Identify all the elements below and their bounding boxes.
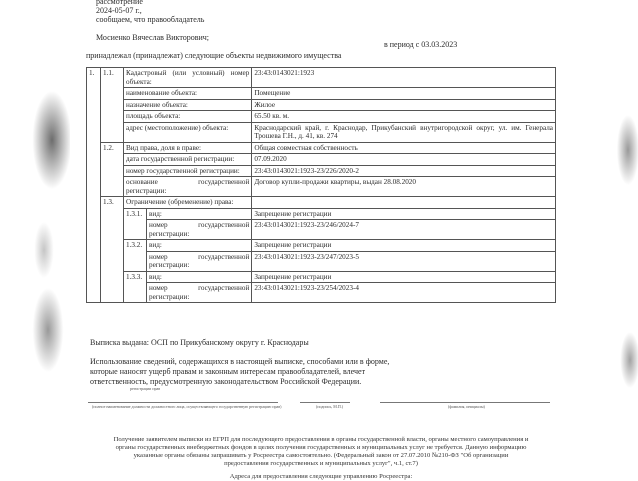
warning-line-2: которые наносят ущерб правам и законным интересам правообладателей, влечет [90, 367, 366, 376]
restriction-reg-label-2: номер государственной регистрации: [147, 251, 252, 271]
object-address-value: Краснодарский край, г. Краснодар, Прикубанский внутригородской округ, ул. им. Генерала Трошева Г.Н., д. 41, кв. 274 [252, 122, 556, 142]
restriction-kind-label-2: вид: [147, 240, 252, 252]
header-line-3: сообщаем, что правообладатель [96, 15, 205, 24]
section-number-1-2: 1.2. [101, 142, 124, 197]
section-number-1-3: 1.3. [101, 197, 124, 303]
position-line [88, 402, 278, 403]
registration-number-label: номер государственной регистрации: [124, 165, 252, 177]
footer-line-4: предоставления государственных и муниципальных услуг", ч.1, ст.7) [224, 460, 418, 467]
restriction-kind-label-3: вид: [147, 271, 252, 283]
position-caption: (полное наименование должности должностного лица, осуществляющего государственную регистрацию прав) [92, 404, 282, 409]
warning-line-1: Использование сведений, содержащихся в настоящей выписке, способами или в форме, [90, 357, 390, 366]
object-address-label: адрес (местоположение) объекта: [124, 122, 252, 142]
footer-line-1: Получение заявителем выписки из ЕГРП для последующего предоставления в органы государственной власти, органы местного самоуправления и [113, 436, 529, 443]
owner-name: Мосиенко Вячеслав Викторович; [96, 33, 210, 42]
registration-date-label: дата государственной регистрации: [124, 154, 252, 166]
restriction-kind-value-2: Запрещение регистрации [252, 240, 556, 252]
period: в период с 03.03.2023 [384, 40, 458, 49]
issued-by: Выписка выдана: ОСП по Прикубанскому округу г. Краснодары [90, 338, 309, 347]
property-record-table [86, 67, 556, 303]
warning-line-3: ответственность, предусмотренную законодательством Российской Федерации. [90, 377, 362, 386]
right-type-value: Общая совместная собственность [252, 142, 556, 154]
name-line [380, 402, 550, 403]
right-type-label: Вид права, доля в праве: [124, 142, 252, 154]
section-number-1-1: 1.1. [101, 68, 124, 143]
header-line-1: рассмотрение [96, 0, 143, 6]
restriction-empty-cell [252, 197, 556, 209]
object-purpose-label: назначение объекта: [124, 99, 252, 111]
restriction-number-1: 1.3.1. [124, 208, 147, 240]
restriction-kind-label-1: вид: [147, 208, 252, 220]
restriction-reg-value-1: 23:43:0143021:1923-23/246/2024-7 [252, 220, 556, 240]
scan-shadow-right [598, 0, 638, 480]
object-name-label: наименование объекта: [124, 88, 252, 100]
cadastral-number-value: 23:43:0143021:1923 [252, 68, 556, 88]
footer-line-2: органы государственных внебюджетных фондов в целях получения государственных и муниципальных услуг не требуется. Данную информацию [115, 444, 527, 451]
registration-number-value: 23:43:0143021:1923-23/226/2020-2 [252, 165, 556, 177]
restriction-number-2: 1.3.2. [124, 240, 147, 272]
signature-caption: (подпись, М.П.) [316, 404, 344, 409]
record-number: 1. [87, 68, 101, 303]
footer-line-3: указанные органы обязаны запрашивать у Росреестра самостоятельно. (Федеральный закон от 27.07.2010 №210-ФЗ "Об организации [133, 452, 509, 459]
header-line-2: 2024-05-07 г., [96, 6, 142, 15]
footer-cut-line: Адреса для предоставления следующие управлению Росреестра: [229, 473, 413, 480]
restriction-kind-value-1: Запрещение регистрации [252, 208, 556, 220]
restriction-kind-value-3: Запрещение регистрации [252, 271, 556, 283]
restriction-number-3: 1.3.3. [124, 271, 147, 303]
cadastral-number-label: Кадастровый (или условный) номер объекта: [124, 68, 252, 88]
name-caption: (фамилия, инициалы) [448, 404, 485, 409]
belonged-line: принадлежал (принадлежат) следующие объекты недвижимого имущества [86, 51, 342, 60]
restriction-reg-label-3: номер государственной регистрации: [147, 283, 252, 303]
caption-top-left: регистрации прав [130, 386, 161, 391]
object-area-label: площадь объекта: [124, 111, 252, 123]
restriction-reg-value-2: 23:43:0143021:1923-23/247/2023-5 [252, 251, 556, 271]
restriction-label: Ограничение (обременение) права: [124, 197, 252, 209]
registration-basis-label: основание государственной регистрации: [124, 177, 252, 197]
signature-line [300, 402, 350, 403]
restriction-reg-label-1: номер государственной регистрации: [147, 220, 252, 240]
registration-basis-value: Договор купли-продажи квартиры, выдан 28.08.2020 [252, 177, 556, 197]
restriction-reg-value-3: 23:43:0143021:1923-23/254/2023-4 [252, 283, 556, 303]
object-purpose-value: Жилое [252, 99, 556, 111]
object-area-value: 65.50 кв. м. [252, 111, 556, 123]
scan-shadow-left [0, 0, 70, 480]
object-name-value: Помещение [252, 88, 556, 100]
registration-date-value: 07.09.2020 [252, 154, 556, 166]
